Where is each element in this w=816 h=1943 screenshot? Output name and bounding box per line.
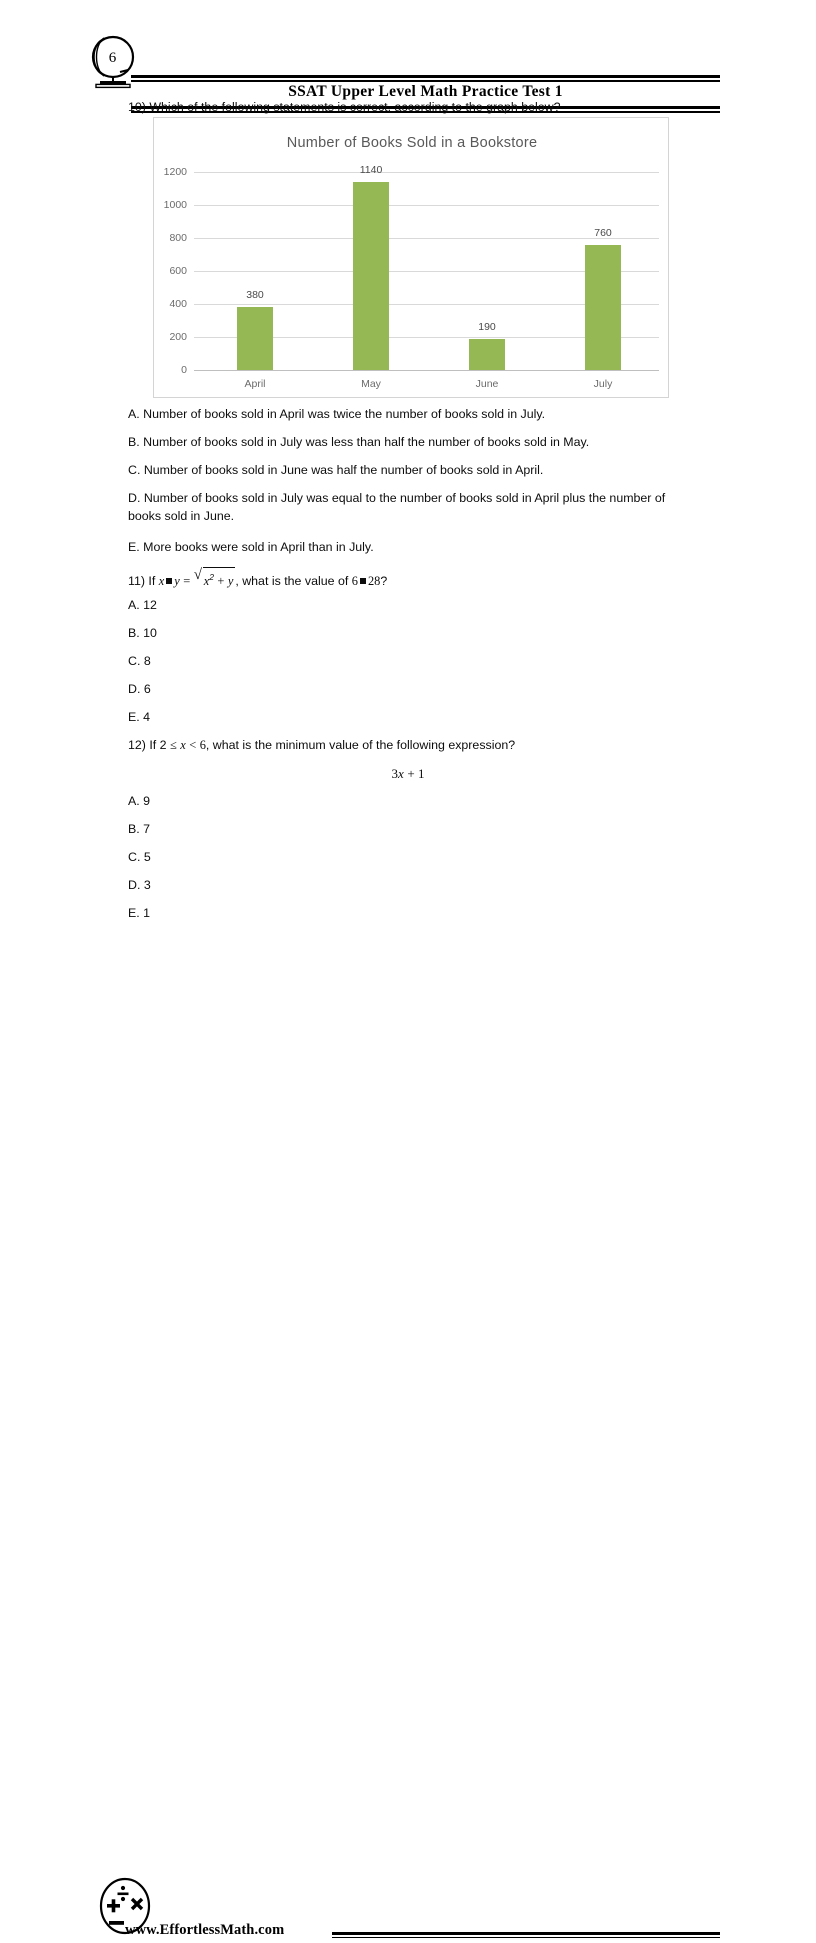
question-11-suffix: ? <box>380 574 388 589</box>
bar-value-label: 190 <box>478 321 496 333</box>
less-than-sign: < <box>189 738 197 752</box>
question-12-option-e[interactable]: E. 1 <box>128 906 151 920</box>
footer-rule-thin <box>332 1937 720 1938</box>
equals-sign: = <box>183 574 191 589</box>
bar-value-label: 380 <box>246 289 264 301</box>
chart-x-axis <box>194 370 659 371</box>
question-10-option-d[interactable]: D. Number of books sold in July was equal to the number of books sold in April plus the number of books sold in June. <box>128 491 666 523</box>
globe-icon <box>88 32 150 90</box>
question-11-prefix: 11) If <box>128 574 156 589</box>
question-12-prefix: 12) If 2 <box>128 738 167 752</box>
xtick-label: April <box>244 378 266 390</box>
question-11-option-d[interactable]: D. 6 <box>128 682 151 696</box>
page-title: SSAT Upper Level Math Practice Test 1 <box>288 83 563 100</box>
variable-x: x <box>158 574 165 589</box>
variable-x: x <box>180 738 186 752</box>
expression-tail: + 1 <box>407 766 425 781</box>
bar-value-label: 760 <box>594 227 612 239</box>
page-number: 6 <box>108 50 117 66</box>
bar-july <box>585 245 621 370</box>
less-or-equal-sign: ≤ <box>170 738 177 752</box>
ytick-label: 1200 <box>163 166 187 178</box>
bar-value-label: 1140 <box>359 164 383 176</box>
gridline-1200 <box>194 172 659 173</box>
question-10-option-a[interactable]: A. Number of books sold in April was twice the number of books sold in July. <box>128 407 546 421</box>
footer-rule-thick <box>332 1932 720 1935</box>
chart-plot-area <box>163 164 659 390</box>
question-11-option-b[interactable]: B. 10 <box>128 626 157 640</box>
radicand-x: x <box>203 574 210 589</box>
exponent-2: 2 <box>209 572 214 582</box>
ytick-label: 200 <box>169 331 187 343</box>
question-11-mid: , what is the value of <box>235 574 349 589</box>
box-operator-icon <box>166 578 172 584</box>
xtick-label: July <box>593 378 613 390</box>
ytick-label: 0 <box>181 364 187 376</box>
expression-coefficient: 3 <box>391 766 398 781</box>
box-operator-icon <box>360 578 366 584</box>
ytick-label: 800 <box>169 232 187 244</box>
question-11-prompt <box>128 567 688 590</box>
bar-may <box>353 182 389 370</box>
operand-left: 6 <box>351 574 358 589</box>
xtick-label: June <box>475 378 499 390</box>
question-10-option-c[interactable]: C. Number of books sold in June was half the number of books sold in April. <box>128 463 544 477</box>
expression-variable: x <box>398 766 404 781</box>
books-sold-bar-chart <box>153 117 669 398</box>
chart-title: Number of Books Sold in a Bookstore <box>286 135 538 151</box>
ytick-label: 400 <box>169 298 187 310</box>
radicand-y: y <box>227 574 234 589</box>
page-footer <box>0 930 816 1938</box>
question-12-rest: , what is the minimum value of the following expression? <box>205 738 516 752</box>
footer-url[interactable]: www.EffortlessMath.com <box>125 1922 285 1938</box>
question-11-option-a[interactable]: A. 12 <box>128 598 157 612</box>
header-rule-top-thin <box>131 80 720 82</box>
question-10-option-e[interactable]: E. More books were sold in April than in July. <box>128 540 374 554</box>
question-12-expression <box>128 765 688 783</box>
ytick-label: 600 <box>169 265 187 277</box>
variable-y: y <box>174 574 180 589</box>
question-12-option-b[interactable]: B. 7 <box>128 822 151 836</box>
bar-april <box>237 307 273 370</box>
question-10-option-b[interactable]: B. Number of books sold in July was less than half the number of books sold in May. <box>128 435 590 449</box>
question-12-prompt <box>128 736 688 754</box>
question-11-option-e[interactable]: E. 4 <box>128 710 151 724</box>
question-12-option-c[interactable]: C. 5 <box>128 850 151 864</box>
question-12-option-a[interactable]: A. 9 <box>128 794 151 808</box>
question-11-option-c[interactable]: C. 8 <box>128 654 151 668</box>
question-12-option-d[interactable]: D. 3 <box>128 878 151 892</box>
xtick-label: May <box>361 378 381 390</box>
bar-june <box>469 339 505 370</box>
gridline-1000 <box>194 205 659 206</box>
ytick-label: 1000 <box>163 199 187 211</box>
upper-bound: 6 <box>199 738 206 752</box>
square-root-expression <box>194 567 236 590</box>
gridline-800 <box>194 238 659 239</box>
header-rule-top-thick <box>131 75 720 78</box>
plus-sign: + <box>217 574 225 589</box>
operand-right: 28 <box>367 574 381 589</box>
question-10-prompt: 10) Which of the following statements is correct, according to the graph below? <box>128 100 561 114</box>
